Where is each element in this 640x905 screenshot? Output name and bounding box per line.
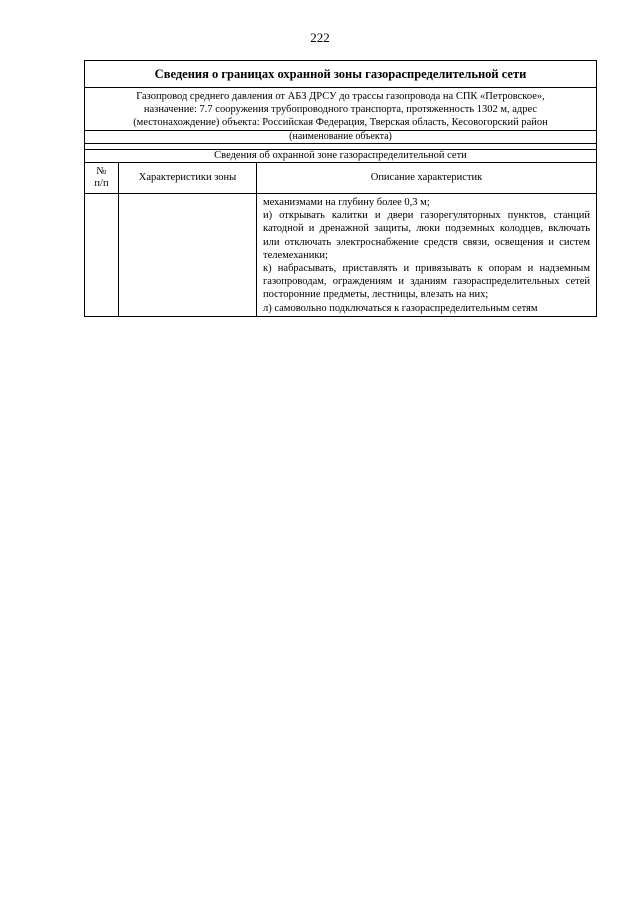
object-name-line: Газопровод среднего давления от АБЗ ДРСУ до трассы газопровода на СПК «Петровское»,: [136, 91, 545, 102]
document-title: Сведения о границах охранной зоны газораспределительной сети: [85, 61, 597, 88]
header-zone-characteristics: Характеристики зоны: [119, 163, 257, 194]
description-line: газопроводам, ограждениям и зданиям газораспределительных сетей: [263, 276, 590, 288]
page-number: 222: [310, 30, 330, 45]
object-name: [85, 88, 597, 131]
header-number-line: п/п: [94, 178, 109, 189]
zone-info-table: [84, 60, 597, 317]
description-line: посторонние предметы, лестницы, влезать на них;: [263, 289, 489, 301]
description-line: л) самовольно подключаться к газораспределительным сетям: [263, 302, 538, 314]
object-name-caption: (наименование объекта): [85, 131, 597, 144]
header-number-line: №: [96, 166, 107, 177]
header-number: [85, 163, 119, 194]
row-description-cell: [257, 194, 597, 317]
description-line: или отключать электроснабжение средств связи, освещения и систем: [263, 236, 590, 248]
row-number-cell: [85, 194, 119, 317]
description-line: катодной и дренажной защиты, люки подземных колодцев, включать: [263, 223, 590, 235]
object-name-line: (местонахождение) объекта: Российская Федерация, Тверская область, Кесовогорский район: [133, 117, 548, 128]
description-line: механизмами на глубину более 0,3 м;: [263, 197, 430, 208]
table-row: [85, 194, 597, 317]
section-title: Сведения об охранной зоне газораспределительной сети: [85, 150, 597, 163]
description-line: к) набрасывать, приставлять и привязывать к опорам и надземным: [263, 263, 590, 275]
description-line: телемеханики;: [263, 249, 328, 261]
description-line: и) открывать калитки и двери газорегуляторных пунктов, станций: [263, 210, 590, 222]
row-zone-cell: [119, 194, 257, 317]
header-description: Описание характеристик: [257, 163, 597, 194]
object-name-line: назначение: 7.7 сооружения трубопроводного транспорта, протяженность 1302 м, адрес: [143, 104, 538, 115]
